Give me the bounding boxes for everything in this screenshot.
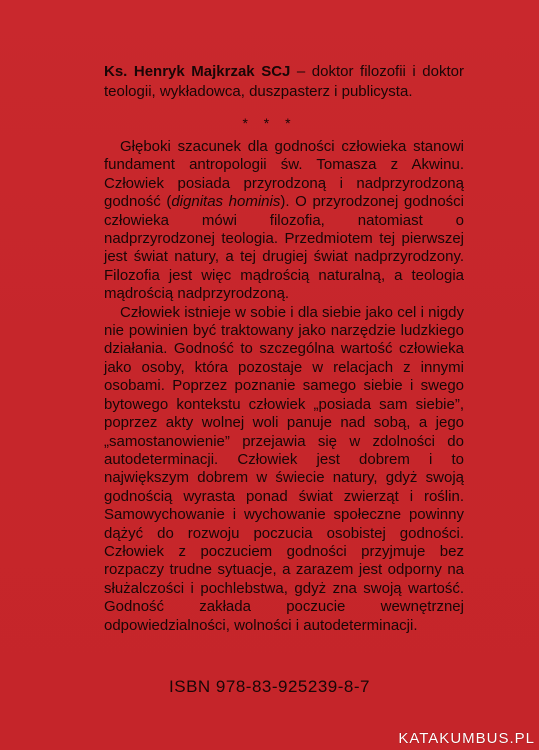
watermark: KATAKUMBUS.PL xyxy=(398,730,535,747)
author-bio: – doktor filozofii i doktor teologii, wykładowca, duszpasterz i publicysta. xyxy=(104,63,464,100)
author-name: Ks. Henryk Majkrzak SCJ xyxy=(104,63,291,80)
paragraph-1-part-2: ). O przyrodzonej godności człowieka mówi filozofia, natomiast o nadprzyrodzonej teologia. Przedmiotem tej pierwszej jest świat natury, a tej drugiej świat nadprzyrodzony. Filozofia jest więc mądrością naturalną, a teologia mądrością nadprzyrodzoną. xyxy=(104,193,464,303)
section-separator: * * * xyxy=(242,115,297,131)
paragraph-1-italic: dignitas hominis xyxy=(171,193,281,211)
isbn-number: ISBN 978-83-925239-8-7 xyxy=(169,677,370,696)
paragraph-1 xyxy=(104,138,464,304)
author-note xyxy=(104,62,464,102)
description-text xyxy=(104,138,464,635)
paragraph-1-part-1: Głęboki szacunek dla godności człowieka stanowi fundament antropologii św. Tomasza z Akwinu. Człowiek posiada przyrodzoną i nadprzyrodzoną godność ( xyxy=(104,138,464,211)
paragraph-2: Człowiek istnieje w sobie i dla siebie jako cel i nigdy nie powinien być traktowany jako narzędzie ludzkiego działania. Godność to szczególna wartość człowieka jako osoby, która pozostaje w relacjach z innymi osobami. Poprzez poznanie samego siebie i swego bytowego kontekstu człowiek „posiada sam siebie”, poprzez akty wolnej woli panuje nad sobą, a jego „samostanowienie” przejawia się w zdolności do autodeterminacji. Człowiek jest dobrem i to największym dobrem w świecie natury, gdyż swoją godnością wyrasta ponad świat zwierząt i roślin. Samowychowanie i wychowanie społeczne powinny dążyć do rozwoju poczucia osobistej godności. Człowiek z poczuciem godności przyjmuje bez rozpaczy trudne sytuacje, a zarazem jest odporny na służalczości i pochlebstwa, gdyż zna swoją wartość. Godność zakłada poczucie wewnętrznej odpowiedzialności, wolności i autodeterminacji. xyxy=(104,303,464,634)
